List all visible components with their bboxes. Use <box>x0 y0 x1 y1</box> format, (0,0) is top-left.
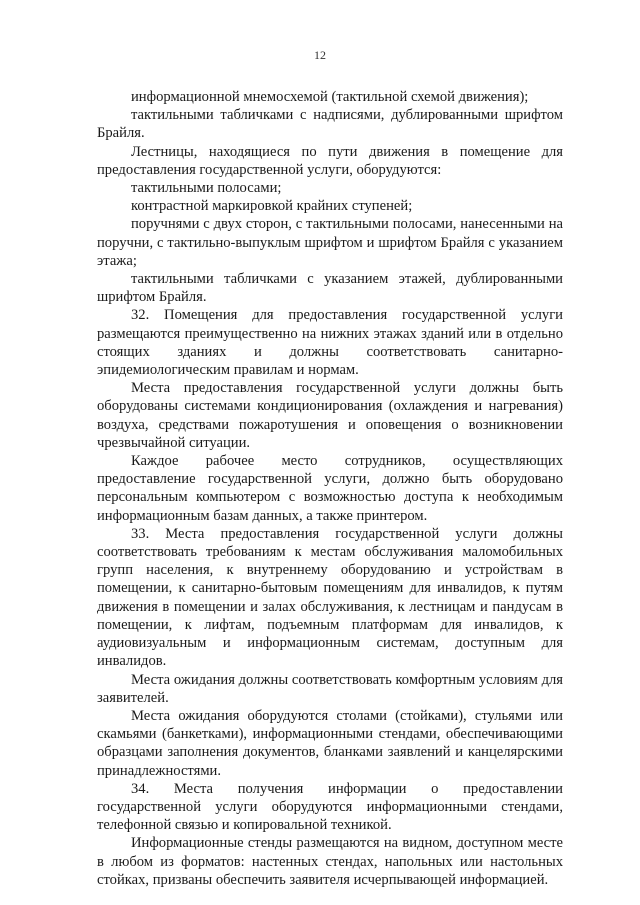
page-number: 12 <box>314 48 326 62</box>
paragraph: тактильными полосами; <box>131 180 282 197</box>
paragraph-section-33: 33. Места предоставления государственной услуги должны соответствовать требованиям к местам обслуживания маломобильных групп населения, к внутреннему оборудованию и устройствам в помещении, к санитарно-бытовым помещениям для инвалидов, к путям движения в помещении и залах обслуживания, к лестницам и пандусам в помещении, к лифтам, подъемным платформам для инвалидов, к аудиовизуальным и информационным системам, доступным для инвалидов. <box>97 525 563 670</box>
paragraph: контрастной маркировкой крайних ступеней; <box>131 198 413 215</box>
paragraph: Места предоставления государственной услуги должны быть оборудованы системами кондиционирования (охлаждения и нагревания) воздуха, средствами пожаротушения и оповещения о возникновении чрезвычайной ситуации. <box>97 380 563 451</box>
paragraph: Места ожидания оборудуются столами (стойками), стульями или скамьями (банкетками), информационными стендами, обеспечивающими образцами заполнения документов, бланками заявлений и канцелярскими принадлежностями. <box>97 707 563 779</box>
paragraph: Лестницы, находящиеся по пути движения в помещение для предоставления государственной услуги, оборудуются: <box>97 143 563 178</box>
paragraph: тактильными табличками с надписями, дублированными шрифтом Брайля. <box>97 107 563 142</box>
paragraph-section-34: 34. Места получения информации о предоставлении государственной услуги оборудуются информационными стендами, телефонной связью и копировальной техникой. <box>97 780 563 834</box>
paragraph-section-32: 32. Помещения для предоставления государственной услуги размещаются преимущественно на нижних этажах зданий или в отдельно стоящих зданиях и должны соответствовать санитарно-эпидемиологическим правилам и нормам. <box>97 307 563 379</box>
paragraph: Места ожидания должны соответствовать комфортным условиям для заявителей. <box>97 671 563 706</box>
paragraph: поручнями с двух сторон, с тактильными полосами, нанесенными на поручни, с тактильно-выпуклым шрифтом и шрифтом Брайля с указанием этажа; <box>97 216 563 269</box>
document-body <box>97 88 563 889</box>
paragraph: Каждое рабочее место сотрудников, осуществляющих предоставление государственной услуги, должно быть оборудовано персональным компьютером с возможностью доступа к необходимым информационным базам данных, а также принтером. <box>97 453 563 524</box>
paragraph: информационной мнемосхемой (тактильной схемой движения); <box>131 89 529 105</box>
paragraph: Информационные стенды размещаются на видном, доступном месте в любом из форматов: настенных стендах, напольных или настольных стойках, призваны обеспечить заявителя исчерпывающей информацией. <box>97 835 563 888</box>
paragraph: тактильными табличками с указанием этажей, дублированными шрифтом Брайля. <box>97 271 563 306</box>
